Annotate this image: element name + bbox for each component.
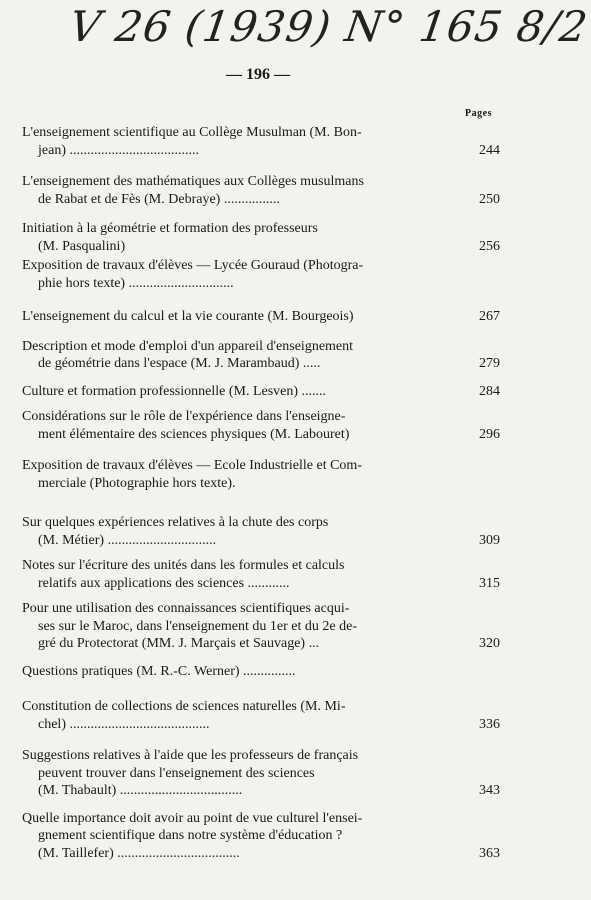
toc-entry-line: L'enseignement scientifique au Collège Musulman (M. Bon- (22, 125, 362, 140)
pages-column-label: Pages (465, 108, 492, 119)
toc-entry-page: 320 (479, 636, 500, 651)
toc-entry (22, 557, 500, 592)
toc-entry-line: Considérations sur le rôle de l'expérience dans l'enseigne- (22, 409, 346, 424)
toc-entry-page: 284 (479, 383, 500, 399)
toc-entry-page: 336 (479, 716, 500, 732)
toc-entry-line: chel) ........................................ (38, 716, 210, 732)
toc-entry-line: ment élémentaire des sciences physiques (M. Labouret) (38, 426, 350, 442)
toc-entry-page: 250 (479, 191, 500, 207)
toc-entry-title (22, 383, 456, 401)
toc-entry-page: 279 (479, 356, 500, 371)
toc-entry-line: Culture et formation professionnelle (M. Lesven) ....... (22, 383, 327, 399)
toc-entry-line: de Rabat et de Fès (M. Debraye) ................ (38, 191, 280, 207)
toc-entry (22, 514, 500, 549)
toc-entry-line: Initiation à la géométrie et formation des professeurs (22, 221, 318, 236)
toc-entry-line: Questions pratiques (M. R.-C. Werner) ............... (22, 663, 296, 679)
toc-entry-line: (M. Métier) ............................... (38, 532, 217, 548)
toc-entry-page: 256 (479, 238, 500, 254)
toc-entry-line: Suggestions relatives à l'aide que les professeurs de français (22, 748, 359, 763)
toc-entry-title (22, 124, 456, 159)
toc-entry-line: jean) ..................................... (38, 142, 199, 158)
toc-entry-line: ses sur le Maroc, dans l'enseignement du 1er et du 2e de- (38, 618, 357, 634)
toc-entry-page: 363 (479, 845, 500, 861)
toc-entry-page: 315 (479, 575, 500, 591)
toc-entry-line: L'enseignement du calcul et la vie courante (M. Bourgeois) (22, 309, 354, 324)
toc-entry-page: 244 (479, 142, 500, 158)
toc-entry-title (22, 220, 456, 255)
toc-entry (22, 338, 500, 373)
toc-entry (22, 308, 500, 326)
toc-entry (22, 408, 500, 443)
toc-entry (22, 383, 500, 401)
toc-entry-line: peuvent trouver dans l'enseignement des sciences (38, 765, 315, 781)
toc-entry-title (22, 408, 456, 443)
toc-entry-title (22, 600, 456, 653)
toc-entry-line: de géométrie dans l'espace (M. J. Marambaud) ..... (38, 356, 321, 371)
toc-entry-title (22, 514, 456, 549)
toc-entry (22, 173, 500, 208)
toc-entry-line: L'enseignement des mathématiques aux Collèges musulmans (22, 174, 364, 189)
toc-entry (22, 457, 500, 492)
toc-entry-title (22, 173, 456, 208)
toc-entry-title (22, 308, 456, 326)
toc-entry-title (22, 338, 456, 373)
page-number: — 196 — (226, 66, 290, 83)
toc-entry-title (22, 257, 456, 292)
toc-entry (22, 810, 500, 863)
toc-entry-line: Quelle importance doit avoir au point de vue culturel l'ensei- (22, 810, 363, 826)
toc-entry-line: (M. Taillefer) ................................... (38, 845, 240, 861)
toc-entry-line: (M. Pasqualini) (38, 238, 126, 254)
toc-entry (22, 663, 500, 681)
toc-entry (22, 124, 500, 159)
toc-entry-title (22, 698, 456, 733)
toc-entry-title (22, 663, 456, 681)
toc-entry-line: (M. Thabault) ................................... (38, 783, 243, 798)
toc-entry (22, 600, 500, 653)
toc-entry-line: Exposition de travaux d'élèves — Ecole Industrielle et Com- (22, 458, 362, 473)
toc-entry-line: Description et mode d'emploi d'un appareil d'enseignement (22, 338, 354, 354)
toc-entry-line: Pour une utilisation des connaissances scientifiques acqui- (22, 601, 350, 616)
toc-entry-line: gnement scientifique dans notre système d'éducation ? (38, 828, 343, 843)
toc-entry (22, 257, 500, 292)
toc-entry (22, 747, 500, 800)
toc-entry-title (22, 557, 456, 592)
toc-entry-page: 267 (479, 309, 500, 324)
toc-entry-line: Sur quelques expériences relatives à la chute des corps (22, 515, 329, 530)
toc-entry (22, 698, 500, 733)
toc-entry-title (22, 810, 456, 863)
toc-entry-title (22, 457, 456, 492)
toc-entry-page: 309 (479, 532, 500, 548)
toc-entry-title (22, 747, 456, 800)
toc-entry-page: 343 (479, 783, 500, 798)
toc-entry-line: Notes sur l'écriture des unités dans les formules et calculs (22, 558, 345, 573)
toc-entry-line: gré du Protectorat (MM. J. Marçais et Sauvage) ... (38, 636, 320, 651)
toc-entry (22, 220, 500, 255)
toc-entry-line: merciale (Photographie hors texte). (38, 475, 236, 491)
toc-entry-line: relatifs aux applications des sciences ............ (38, 575, 290, 591)
toc-entry-page: 296 (479, 426, 500, 442)
toc-entry-line: phie hors texte) .............................. (38, 275, 234, 291)
handwritten-annotation: V 26 (1939) N° 165 8/2 (66, 2, 591, 51)
toc-entry-line: Exposition de travaux d'élèves — Lycée Gouraud (Photogra- (22, 258, 364, 273)
table-of-contents (22, 124, 500, 862)
toc-entry-line: Constitution de collections de sciences naturelles (M. Mi- (22, 699, 346, 714)
